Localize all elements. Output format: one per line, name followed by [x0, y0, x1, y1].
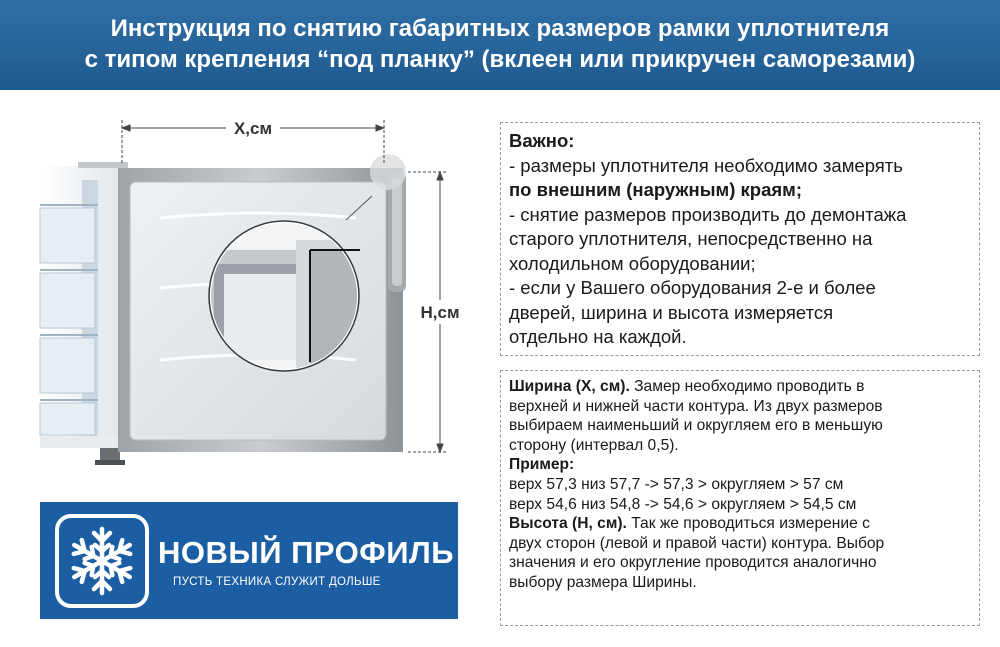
fridge-cabinet: [40, 162, 128, 465]
height-label: H,см: [420, 303, 460, 322]
height-text: Так же проводиться измерение с: [626, 515, 870, 533]
example-line: верх 54,6 низ 54,8 -> 54,6 > округляем > 54,5 см: [509, 495, 857, 513]
important-line: - снятие размеров производить до демонтажа: [509, 203, 907, 225]
width-label: X,см: [233, 119, 273, 138]
width-heading-line: [509, 377, 971, 397]
width-title: Ширина (X, см).: [509, 378, 630, 395]
important-notes-panel: [500, 122, 980, 356]
fridge-door-illustration: [0, 100, 490, 490]
snowflake-icon: [54, 513, 150, 609]
important-line: холодильном оборудовании;: [509, 252, 756, 274]
logo-company-name: НОВЫЙ ПРОФИЛЬ: [158, 535, 455, 570]
logo-slogan: ПУСТЬ ТЕХНИКА СЛУЖИТ ДОЛЬШЕ: [173, 576, 381, 588]
measurement-instructions-panel: [500, 370, 980, 626]
width-text: Замер необходимо проводить в: [629, 378, 865, 395]
important-line: - размеры уплотнителя необходимо замерять: [509, 154, 903, 176]
example-title: Пример:: [509, 456, 575, 474]
header-title-line-1: Инструкция по снятию габаритных размеров рамки уплотнителя: [110, 15, 890, 42]
important-line: по внешним (наружным) краям;: [509, 179, 803, 200]
example-line: верх 57,3 низ 57,7 -> 57,3 > округляем > 57 см: [509, 475, 844, 493]
width-line: сторону (интервал 0,5).: [509, 436, 679, 454]
important-line: - если у Вашего оборудования 2-е и более: [509, 277, 876, 298]
company-logo: [40, 502, 458, 619]
height-title: Высота (H, см).: [509, 515, 627, 533]
height-heading-line: [509, 514, 971, 534]
height-line: значения и его округление проводится аналогично: [509, 554, 877, 572]
important-line: дверей, ширина и высота измеряется: [509, 301, 834, 323]
height-line: выбору размера Ширины.: [509, 573, 697, 591]
height-line: двух сторон (левой и правой части) контура. Выбор: [509, 534, 885, 552]
header-banner: [0, 0, 1000, 90]
important-line: старого уплотнителя, непосредственно на: [509, 228, 873, 249]
important-line: отдельно на каждой.: [509, 326, 687, 347]
header-title-line-2: с типом крепления “под планку” (вклеен или прикручен саморезами): [84, 46, 916, 73]
width-line: верхней и нижней части контура. Из двух размеров: [509, 397, 883, 415]
important-title: Важно:: [509, 130, 575, 151]
width-line: выбираем наименьший и округляем его в меньшую: [509, 417, 883, 435]
